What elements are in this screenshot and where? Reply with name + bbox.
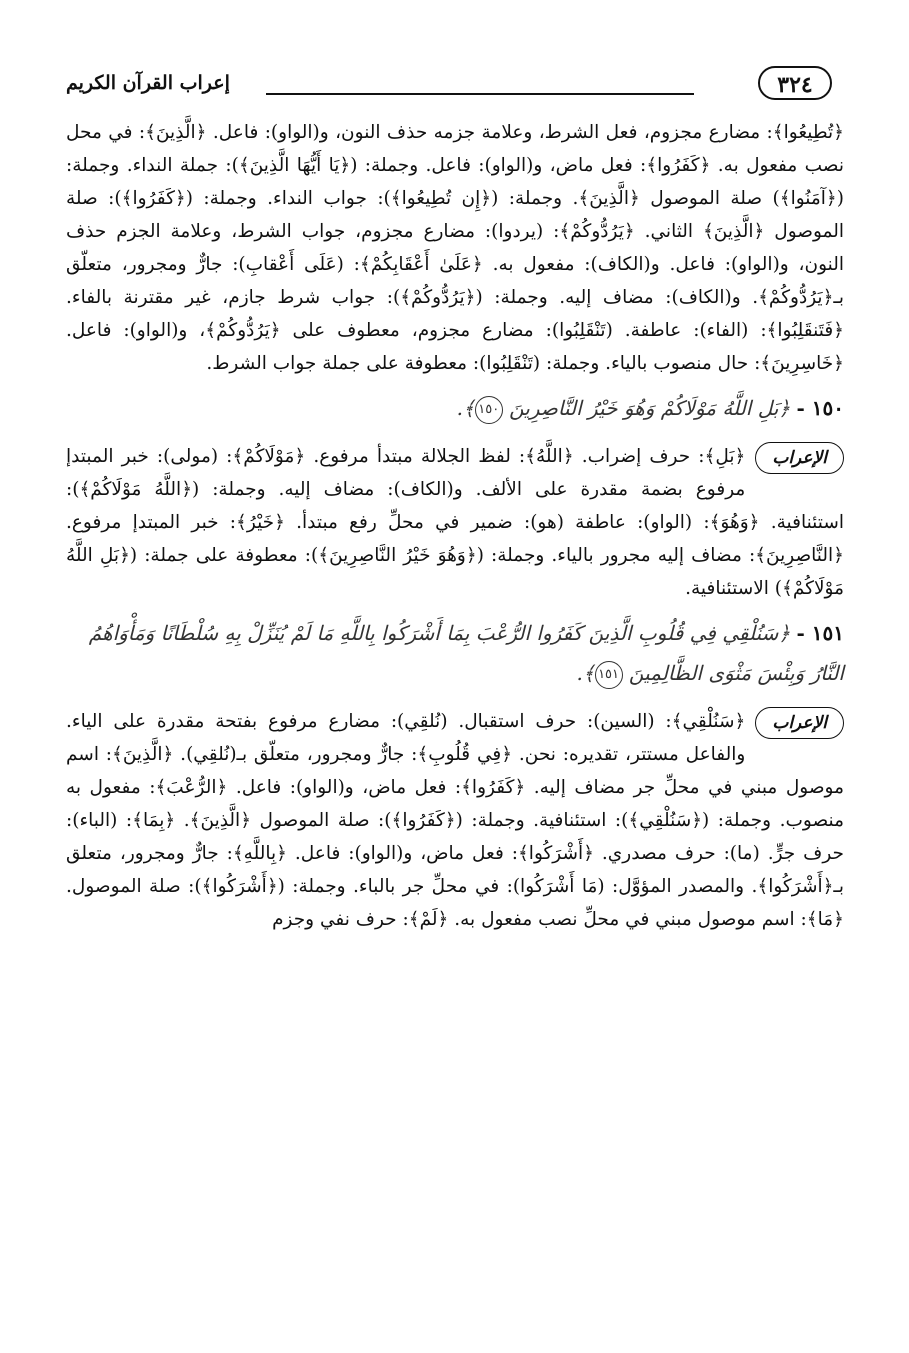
verse-close: ﴾. xyxy=(456,396,475,420)
page-header xyxy=(66,60,844,116)
ayah-end-marker: ١٥٠ xyxy=(475,396,503,424)
verse-close: ﴾. xyxy=(576,661,595,685)
verse-text: ﴿بَلِ اللَّهُ مَوْلَاكُمْ وَهُوَ خَيْرُ النَّاصِرِينَ xyxy=(509,396,791,420)
verse-number: ١٥١ - xyxy=(796,621,844,645)
header-rule xyxy=(266,93,694,95)
irab-badge: الإعراب xyxy=(755,442,844,474)
irab-paragraph: ﴿بَلِ﴾: حرف إضراب. ﴿اللَّهُ﴾: لفظ الجلالة مبتدأ مرفوع. ﴿مَوْلَاكُمْ﴾: (مولى): خبر المبتدإ مرفوع بضمة مقدرة على الألف. و(الكاف): مضاف إليه. وجملة: (﴿اللَّهُ مَوْلَاكُمْ﴾): استئنافية. ﴿وَهُوَ﴾: (الواو): عاطفة (هو): ضمير في محلِّ رفع مبتدأ. ﴿خَيْرُ﴾: خبر المبتدإ مرفوع. ﴿النَّاصِرِينَ﴾: مضاف إليه مجرور بالياء. وجملة: (﴿وَهُوَ خَيْرُ النَّاصِرِينَ﴾): معطوفة على جملة: (﴿بَلِ اللَّهُ مَوْلَاكُمْ﴾) الاستئنافية. xyxy=(66,446,844,599)
verse-text: ﴿سَنُلْقِي فِي قُلُوبِ الَّذِينَ كَفَرُوا الرُّعْبَ بِمَا أَشْرَكُوا بِاللَّهِ مَا لَمْ يُنَزِّلْ بِهِ سُلْطَانًا وَمَأْوَاهُمُ النَّارُ وَبِئْسَ مَثْوَى الظَّالِمِينَ xyxy=(88,621,844,685)
irab-section-150 xyxy=(66,440,844,605)
book-title: إعراب القرآن الكريم xyxy=(66,72,230,94)
irab-paragraph: ﴿سَنُلْقِي﴾: (السين): حرف استقبال. (نُلقِي): مضارع مرفوع بفتحة مقدرة على الياء. والفاعل مستتر، تقديره: نحن. ﴿فِي قُلُوبِ﴾: جارٌّ ومجرور، متعلّق بـ(نُلقِي). ﴿الَّذِينَ﴾: اسم موصول مبني في محلِّ جر مضاف إليه. ﴿كَفَرُوا﴾: فعل ماض، و(الواو): فاعل. ﴿الرُّعْبَ﴾: مفعول به منصوب. وجملة: (﴿سَنُلْقِي﴾): استئنافية. وجملة: (﴿كَفَرُوا﴾): صلة الموصول ﴿الَّذِينَ﴾. ﴿بِمَا﴾: (الباء): حرف جرٍّ. (ما): حرف مصدري. ﴿أَشْرَكُوا﴾: فعل ماض، و(الواو): فاعل. ﴿بِاللَّهِ﴾: جارٌّ ومجرور، متعلق بـ﴿أَشْرَكُوا﴾. والمصدر المؤوَّل: (مَا أَشْرَكُوا): في محلِّ جر بالباء. وجملة: (﴿أَشْرَكُوا﴾): صلة الموصول. ﴿مَا﴾: اسم موصول مبني في محلِّ نصب مفعول به. ﴿لَمْ﴾: حرف نفي وجزم xyxy=(66,711,844,930)
irab-section-151 xyxy=(66,705,844,936)
verse-number: ١٥٠ - xyxy=(796,396,844,420)
book-page xyxy=(66,60,844,1320)
page-number: ٣٢٤ xyxy=(758,66,832,100)
paragraph-verse-149-analysis: ﴿تُطِيعُوا﴾: مضارع مجزوم، فعل الشرط، وعلامة جزمه حذف النون، و(الواو): فاعل. ﴿الَّذِينَ﴾: في محل نصب مفعول به. ﴿كَفَرُوا﴾: فعل ماض، و(الواو): فاعل. وجملة: (﴿يَا أَيُّهَا الَّذِينَ﴾): جملة النداء. وجملة: (﴿آمَنُوا﴾) صلة الموصول ﴿الَّذِينَ﴾. وجملة: (﴿إِن تُطِيعُوا﴾): جواب النداء. وجملة: (﴿كَفَرُوا﴾): صلة الموصول ﴿الَّذِينَ﴾ الثاني. ﴿يَرُدُّوكُمْ﴾: (يردوا): مضارع مجزوم، جواب الشرط، وعلامة الجزم حذف النون، و(الواو): فاعل. و(الكاف): مفعول به. ﴿عَلَىٰ أَعْقَابِكُمْ﴾: (عَلَى أَعْقابِ): جارٌّ ومجرور، متعلّق بـ﴿يَرُدُّوكُمْ﴾. و(الكاف): مضاف إليه. وجملة: (﴿يَرُدُّوكُمْ﴾): جواب شرط جازم، غير مقترنة بالفاء. ﴿فَتَنقَلِبُوا﴾: (الفاء): عاطفة. (تَنْقَلِبُوا): مضارع مجزوم، معطوف على ﴿يَرُدُّوكُمْ﴾، و(الواو): فاعل. ﴿خَاسِرِينَ﴾: حال منصوب بالياء. وجملة: (تَنْقَلِبُوا): معطوفة على جملة جواب الشرط. xyxy=(66,122,844,374)
ayah-end-marker: ١٥١ xyxy=(595,661,623,689)
verse-150 xyxy=(66,388,844,428)
verse-151 xyxy=(66,613,844,693)
irab-badge: الإعراب xyxy=(755,707,844,739)
